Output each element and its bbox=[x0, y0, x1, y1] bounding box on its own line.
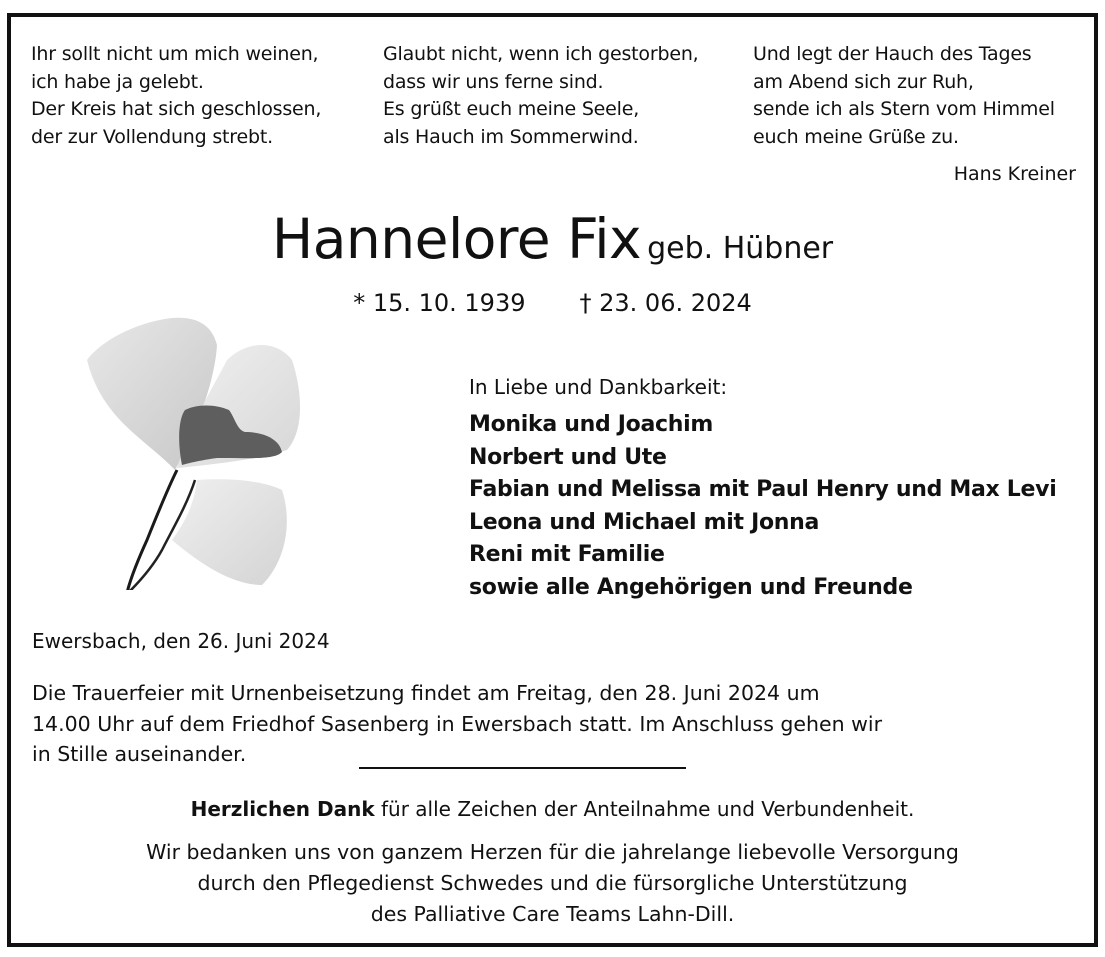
gratitude-line: durch den Pflegedienst Schwedes und die fürsorgliche Unterstützung bbox=[197, 871, 908, 895]
service-line: Die Trauerfeier mit Urnenbeisetzung findet am Freitag, den 28. Juni 2024 um bbox=[32, 681, 820, 705]
gratitude-line: Wir bedanken uns von ganzem Herzen für die jahrelange liebevolle Versorgung bbox=[146, 840, 959, 864]
death-date: † 23. 06. 2024 bbox=[579, 289, 752, 317]
poem-line: am Abend sich zur Ruh, bbox=[753, 70, 974, 93]
service-line: 14.00 Uhr auf dem Friedhof Sasenberg in Ewersbach statt. Im Anschluss gehen wir bbox=[32, 711, 883, 736]
birth-date: * 15. 10. 1939 bbox=[353, 289, 526, 317]
mourners-list bbox=[469, 409, 1056, 605]
poem-line: der zur Vollendung strebt. bbox=[31, 125, 273, 148]
poem-line: euch meine Grüße zu. bbox=[753, 125, 959, 148]
poem-line: Ihr sollt nicht um mich weinen, bbox=[31, 43, 319, 65]
poem-author: Hans Kreiner bbox=[953, 163, 1076, 185]
poem-line: ich habe ja gelebt. bbox=[31, 70, 204, 93]
maiden-name: geb. Hübner bbox=[647, 231, 834, 266]
mourner-entry: Norbert und Ute bbox=[469, 444, 667, 470]
poem-column-1 bbox=[31, 41, 321, 151]
mourner-entry: Monika und Joachim bbox=[469, 412, 713, 437]
poem-line: Und legt der Hauch des Tages bbox=[753, 43, 1032, 65]
thanks-bold: Herzlichen Dank bbox=[190, 797, 375, 821]
mourners-intro: In Liebe und Dankbarkeit: bbox=[469, 375, 728, 399]
divider-line bbox=[359, 767, 686, 769]
poem-line: als Hauch im Sommerwind. bbox=[383, 125, 639, 148]
gratitude-paragraph bbox=[11, 837, 1094, 930]
poem-column-3 bbox=[753, 41, 1055, 151]
poem-line: Glaubt nicht, wenn ich gestorben, bbox=[383, 43, 699, 65]
obituary-notice bbox=[7, 13, 1098, 947]
mourner-entry: Fabian und Melissa mit Paul Henry und Max Levi bbox=[469, 477, 1057, 503]
mourner-entry: Reni mit Familie bbox=[469, 542, 665, 568]
deceased-name-line bbox=[11, 207, 1094, 271]
poem-column-2 bbox=[383, 41, 699, 151]
mourner-entry: Leona und Michael mit Jonna bbox=[469, 509, 820, 535]
poem-line: dass wir uns ferne sind. bbox=[383, 70, 604, 93]
mourner-entry: sowie alle Angehörigen und Freunde bbox=[469, 574, 913, 600]
service-line: in Stille auseinander. bbox=[32, 742, 247, 766]
poem-line: sende ich als Stern vom Himmel bbox=[753, 98, 1055, 120]
place-date: Ewersbach, den 26. Juni 2024 bbox=[32, 629, 330, 653]
thanks-rest: für alle Zeichen der Anteilnahme und Verbundenheit. bbox=[374, 797, 915, 821]
ginkgo-leaf-icon bbox=[77, 300, 307, 594]
funeral-service-info bbox=[32, 678, 882, 770]
thanks-line bbox=[11, 797, 1094, 821]
deceased-name: Hannelore Fix bbox=[271, 207, 642, 271]
poem-line: Der Kreis hat sich geschlossen, bbox=[31, 98, 322, 120]
gratitude-line: des Palliative Care Teams Lahn-Dill. bbox=[370, 902, 735, 926]
poem-line: Es grüßt euch meine Seele, bbox=[383, 98, 640, 120]
